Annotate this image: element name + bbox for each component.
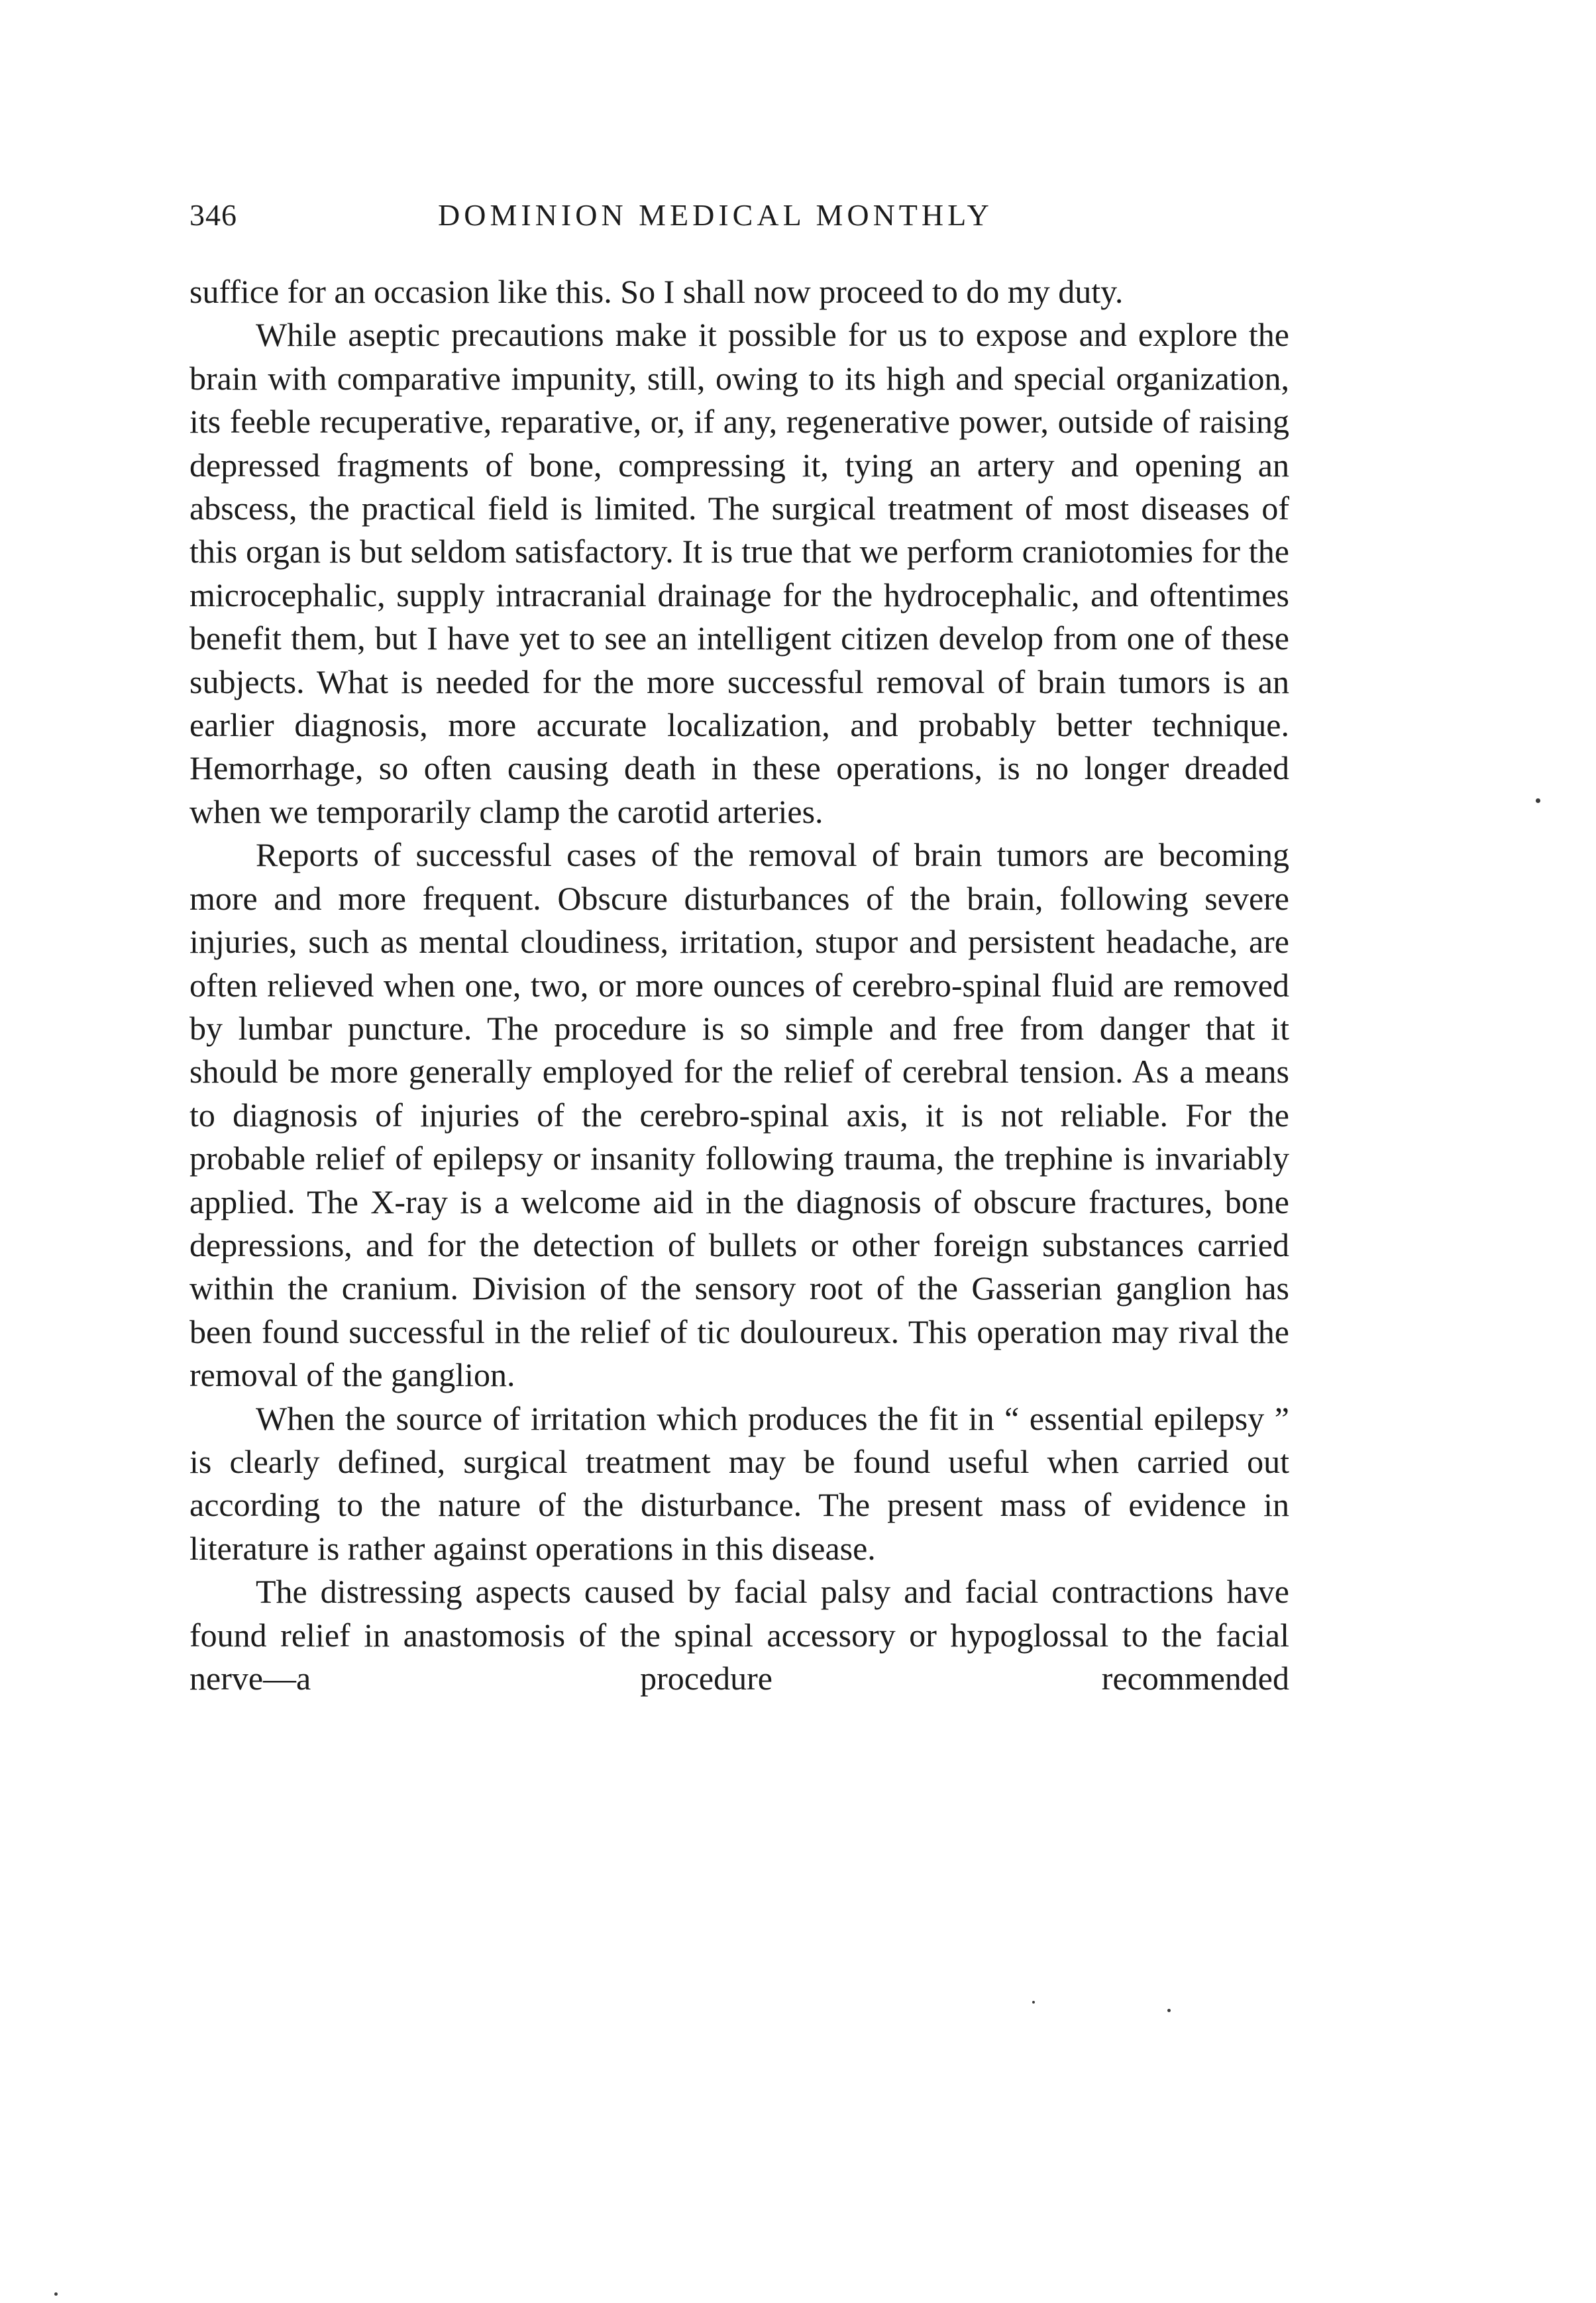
print-speck [54,2292,58,2296]
print-speck [1536,798,1540,803]
paragraph-continuation: suffice for an occasion like this. So I shall now proceed to do my duty. [189,273,1124,310]
running-title: DOMINION MEDICAL MONTHLY [438,198,993,232]
page-number: 346 [189,198,237,232]
print-speck [1167,2009,1171,2012]
paragraph-essential-epilepsy: When the source of irritation which produces the fit in “ essential epilepsy ” is clearly defined, surgical treatment may be found useful when carried out according to the nature of the disturbance. The present mass of evidence in literature is rather against operations in this disease. [189,1399,1289,1567]
paragraph-facial-palsy: The distressing aspects caused by facial palsy and facial contractions have found relief in anastomosis of the spinal accessory or hypoglossal to the facial nerve—a procedure recommended [189,1573,1289,1697]
body-text [189,270,1289,1700]
paragraph-aseptic-precautions: While aseptic precautions make it possible for us to expose and explore the brain with comparative impunity, still, owing to its high and special organization, its feeble recuperative, reparative, or, if any, regenerative power, outside of raising depressed fragments of bone, compressing it, tying an artery and opening an abscess, the practical field is limited. The surgical treatment of most diseases of this organ is but seldom satisfactory. It is true that we perform craniotomies for the microcephalic, supply intracranial drainage for the hydrocephalic, and oftentimes benefit them, but I have yet to see an intelligent citizen develop from one of these subjects. What is needed for the more successful removal of brain tumors is an earlier diagnosis, more accurate localization, and probably better technique. Hemorrhage, so often causing death in these operations, is no longer dreaded when we temporarily clamp the carotid arteries. [189,316,1289,830]
print-speck [1032,2001,1035,2004]
paragraph-brain-tumors: Reports of successful cases of the removal of brain tumors are becoming more and more frequent. Obscure disturbances of the brain, following severe injuries, such as mental cloudiness, irritation, stupor and persistent headache, are often relieved when one, two, or more ounces of cerebro-spinal fluid are removed by lumbar puncture. The procedure is so simple and free from danger that it should be more generally employed for the relief of cerebral tension. As a means to diagnosis of injuries of the cerebro-spinal axis, it is not reliable. For the probable relief of epilepsy or insanity following trauma, the trephine is invariably applied. The X-ray is a welcome aid in the diagnosis of obscure fractures, bone depressions, and for the detection of bullets or other foreign substances carried within the cranium. Division of the sensory root of the Gasserian ganglion has been found successful in the relief of tic douloureux. This operation may rival the removal of the ganglion. [189,836,1289,1394]
page-header [189,189,1289,242]
